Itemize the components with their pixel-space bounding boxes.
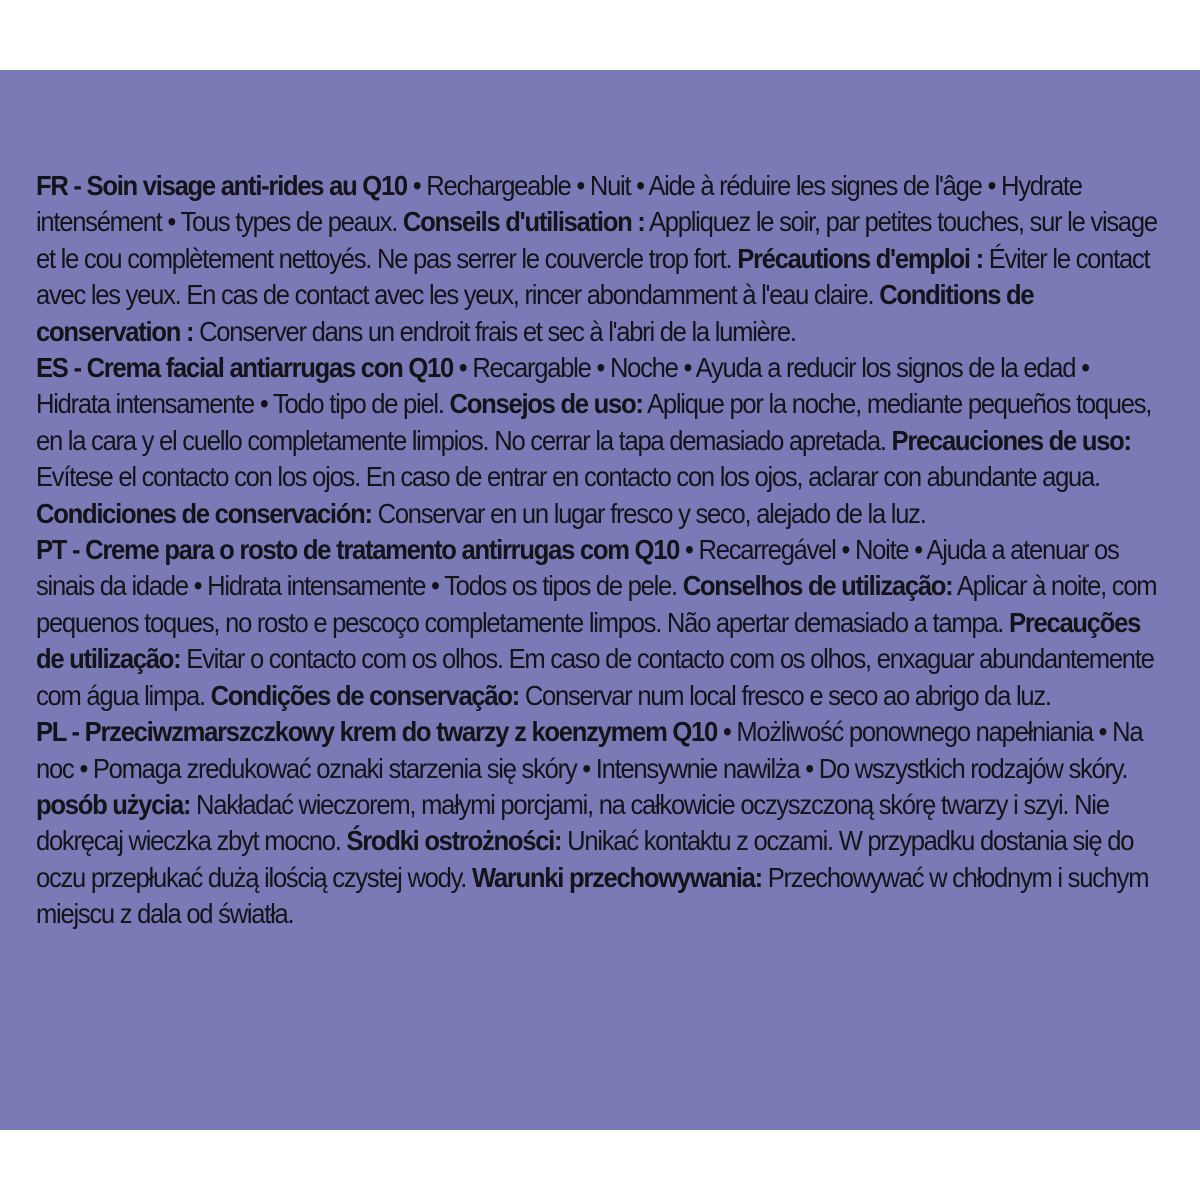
precautions-label: Środki ostrożności:: [346, 825, 562, 857]
storage-label: Condições de conservação:: [210, 679, 519, 711]
features-text: • Recargable • Noche • Ayuda a reducir los signos de la edad • Hidrata intensamente • Todo tipo de piel.: [36, 352, 1089, 420]
section-es: [36, 350, 1166, 532]
usage-text: Nakładać wieczorem, małymi porcjami, na całkowicie oczyszczoną skórę twarzy i szyi. Nie dokręcaj wieczka zbyt mocno.: [36, 788, 1109, 857]
storage-text: Conservar num local fresco e seco ao abrigo da luz.: [518, 679, 1051, 711]
section-title: PT - Creme para o rosto de tratamento antirrugas com Q10: [36, 534, 680, 566]
section-pt: [36, 532, 1166, 714]
section-title: ES - Crema facial antiarrugas con Q10: [36, 352, 453, 384]
storage-text: Przechowywać w chłodnym i suchym miejscu z dala od światła.: [36, 861, 1149, 930]
usage-text: Aplique por la noche, mediante pequeños toques, en la cara y el cuello completamente limpios. No cerrar la tapa demasiado apretada.: [36, 388, 1152, 456]
features-text: • Rechargeable • Nuit • Aide à réduire les signes de l'âge • Hydrate intensément • Tous types de peaux.: [36, 170, 1082, 238]
section-pl: [36, 714, 1166, 932]
usage-text: Aplicar à noite, com pequenos toques, no rosto e pescoço completamente limpos. Não apertar demasiado a tampa.: [36, 570, 1157, 638]
product-label-panel: [0, 70, 1200, 1130]
precautions-label: Precauções de utilização:: [36, 606, 1141, 675]
precautions-label: Précautions d'emploi :: [737, 242, 983, 274]
usage-label: posób użycia:: [36, 788, 191, 820]
storage-label: Condiciones de conservación:: [36, 497, 372, 529]
storage-label: Conditions de conservation :: [36, 279, 1034, 347]
precautions-text: Éviter le contact avec les yeux. En cas de contact avec les yeux, rincer abondamment à l'eau claire.: [36, 242, 1150, 311]
storage-text: Conservar en un lugar fresco y seco, alejado de la luz.: [371, 497, 926, 529]
section-title: PL - Przeciwzmarszczkowy krem do twarzy z koenzymem Q10: [36, 716, 717, 748]
features-text: • Recarregável • Noite • Ajuda a atenuar os sinais da idade • Hidrata intensamente • Todos os tipos de pele.: [36, 534, 1119, 602]
precautions-label: Precauciones de uso:: [891, 424, 1131, 456]
usage-label: Consejos de uso:: [449, 388, 643, 420]
storage-label: Warunki przechowywania:: [471, 861, 762, 893]
usage-label: Conselhos de utilização:: [682, 570, 953, 602]
storage-text: Conserver dans un endroit frais et sec à l'abri de la lumière.: [193, 315, 796, 347]
usage-text: Appliquez le soir, par petites touches, sur le visage et le cou complètement nettoyés. Ne pas serrer le couvercle trop fort.: [36, 206, 1157, 274]
precautions-text: Unikać kontaktu z oczami. W przypadku dostania się do oczu przepłukać dużą ilością czystej wody.: [36, 825, 1134, 893]
usage-label: Conseils d'utilisation :: [402, 206, 645, 238]
section-title: FR - Soin visage anti-rides au Q10: [36, 170, 407, 201]
section-fr: [36, 168, 1166, 350]
precautions-text: Evítese el contacto con los ojos. En caso de entrar en contacto con los ojos, aclarar con abundante agua.: [36, 461, 1100, 493]
precautions-text: Evitar o contacto com os olhos. Em caso de contacto com os olhos, enxaguar abundantemente com água limpa.: [36, 643, 1154, 711]
features-text: • Możliwość ponownego napełniania • Na noc • Pomaga zredukować oznaki starzenia się skóry • Intensywnie nawilża • Do wszystkich rodzajów skóry.: [36, 716, 1143, 784]
